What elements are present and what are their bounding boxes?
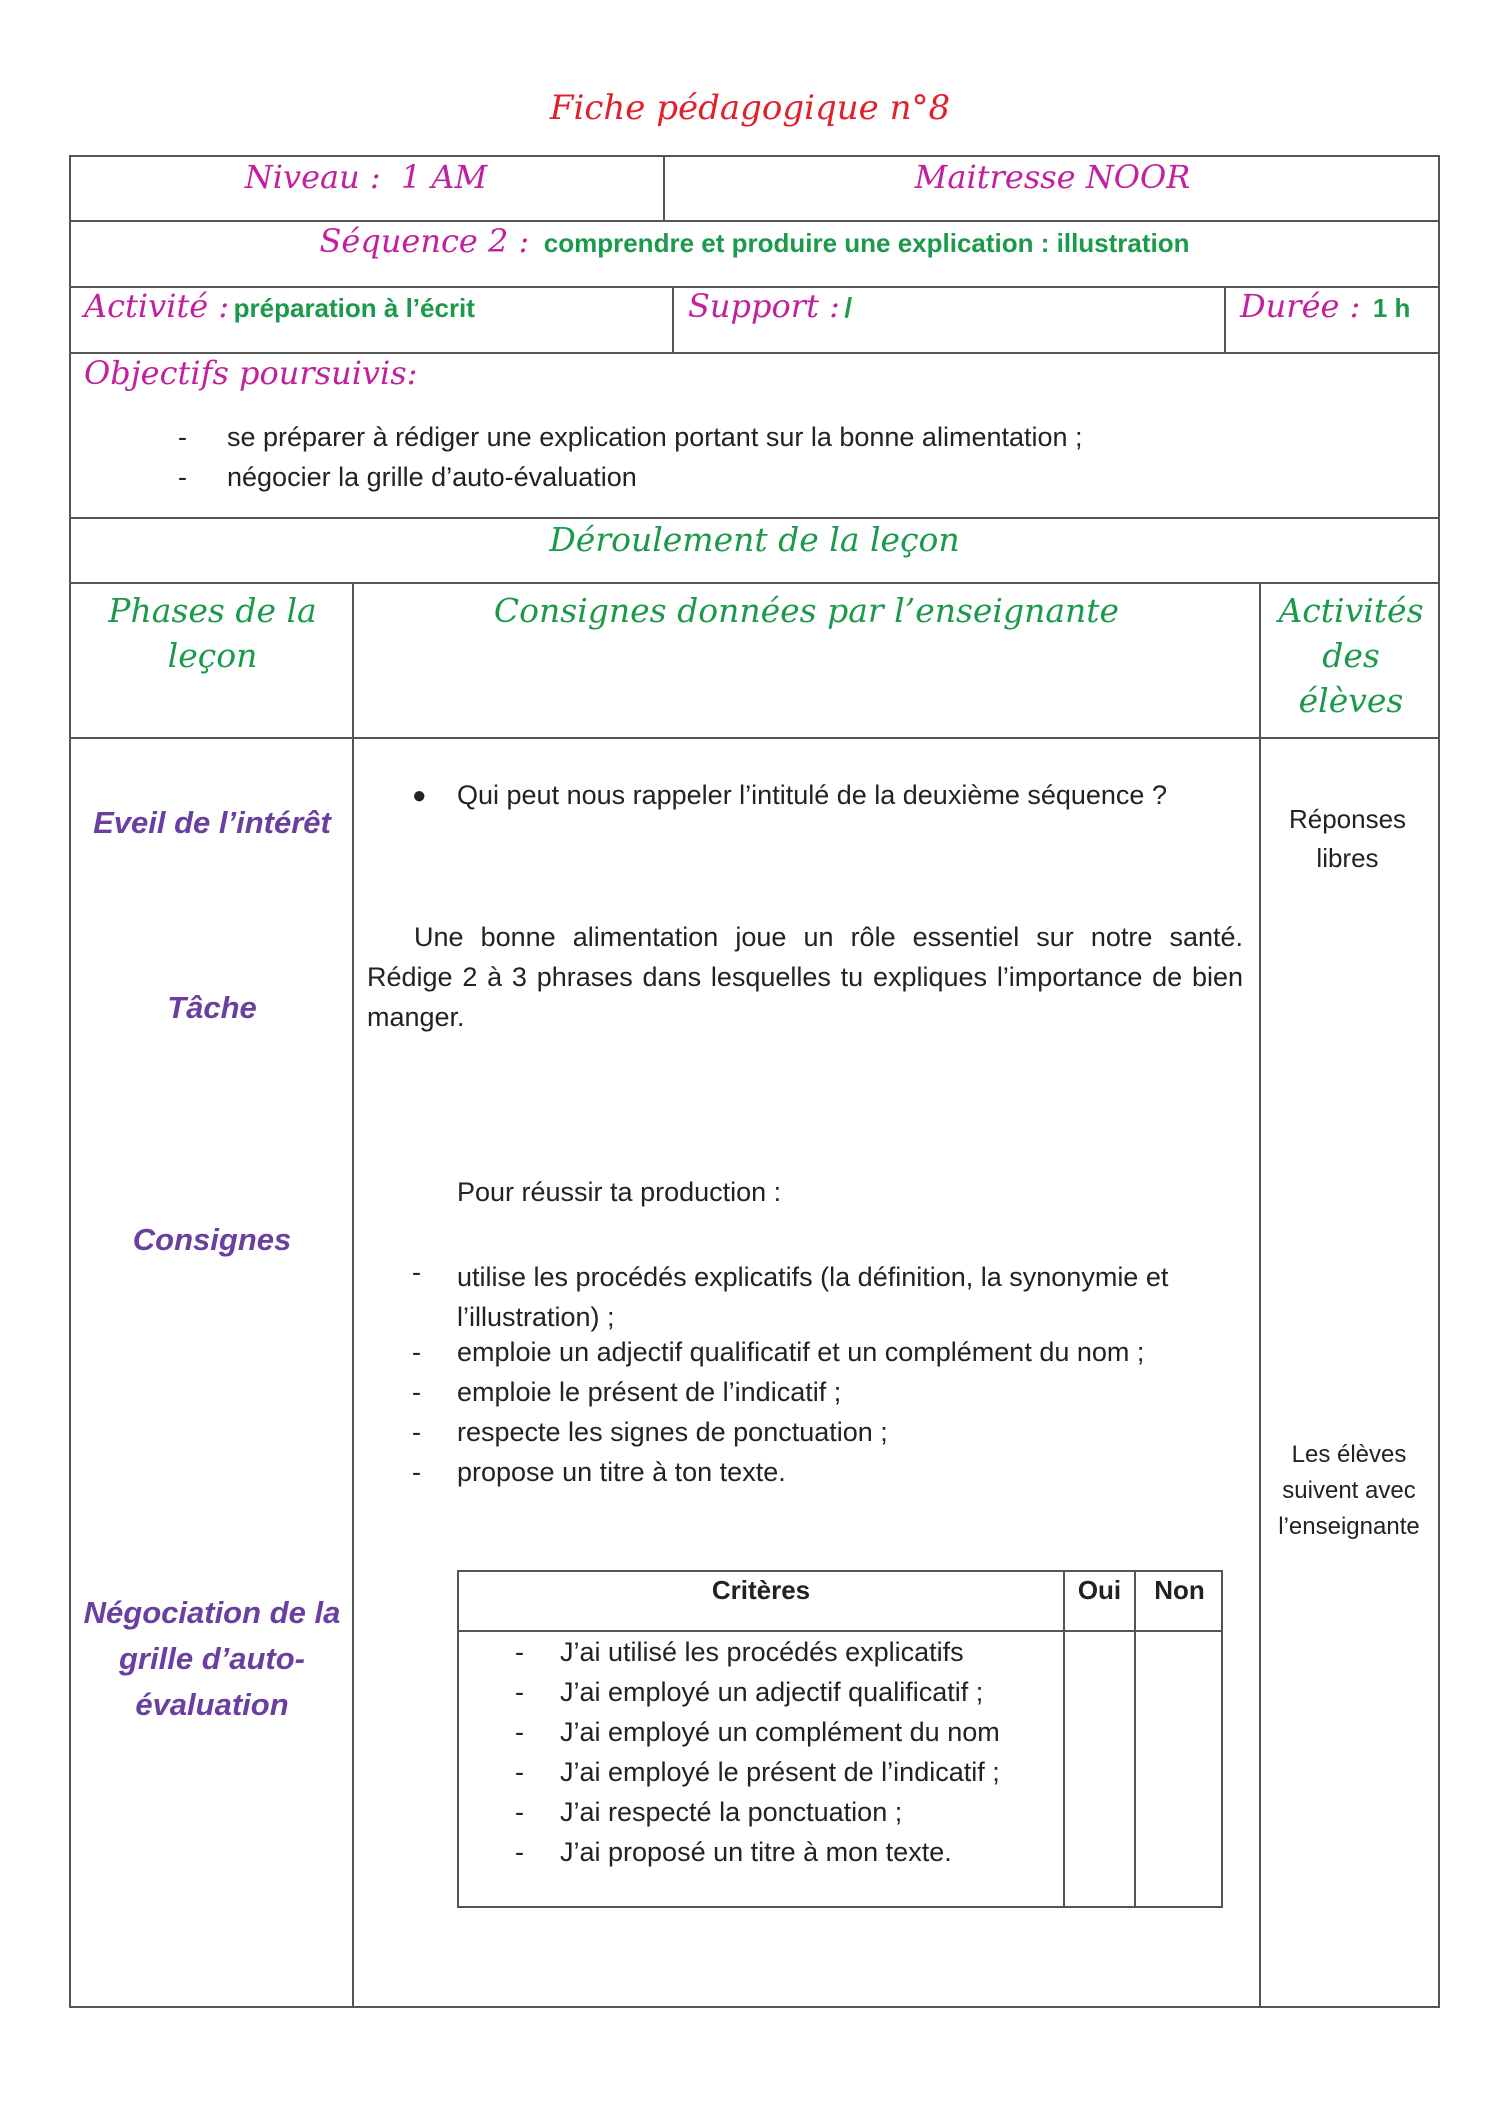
column-header-phases: Phases de la leçon xyxy=(108,591,317,675)
criterion-item: J’ai employé un adjectif qualificatif ; xyxy=(560,1677,984,1707)
table-border xyxy=(352,582,354,2008)
consigne-dash: - xyxy=(412,1417,421,1447)
criterion-dash: - xyxy=(515,1757,524,1787)
consigne-item: utilise les procédés explicatifs (la définition, la synonymie et l’illustration) ; xyxy=(457,1262,1169,1332)
page-title: Fiche pédagogique n°8 xyxy=(549,88,951,128)
duree-cell xyxy=(1240,287,1410,325)
objectif-item: négocier la grille d’auto-évaluation xyxy=(227,462,637,492)
table-border xyxy=(69,517,1440,519)
student-suivent: Les élèves suivent avec l’enseignante xyxy=(1278,1441,1420,1540)
consigne-item: propose un titre à ton texte. xyxy=(457,1457,786,1487)
grid-border xyxy=(1134,1570,1136,1908)
objectif-item: - xyxy=(178,422,187,452)
duree-value: 1 h xyxy=(1372,293,1411,323)
phase-tache: Tâche xyxy=(167,990,257,1025)
criterion-item: J’ai utilisé les procédés explicatifs xyxy=(560,1637,964,1667)
activite-value: préparation à l’écrit xyxy=(233,293,475,323)
activite-cell xyxy=(84,287,475,325)
criterion-dash: - xyxy=(515,1677,524,1707)
grid-border xyxy=(1063,1570,1065,1908)
support-cell xyxy=(688,287,852,325)
criterion-item: J’ai employé un complément du nom xyxy=(560,1717,1000,1747)
table-border xyxy=(69,2006,1440,2008)
consigne-dash: - xyxy=(412,1257,421,1287)
table-border xyxy=(69,582,1440,584)
niveau-value: 1 AM xyxy=(400,158,488,196)
column-header-activites: Activités des élèves xyxy=(1278,591,1424,720)
table-border xyxy=(1224,286,1226,353)
grid-border xyxy=(457,1630,1223,1632)
grid-header-criteres: Critères xyxy=(711,1575,811,1605)
sequence-label: Séquence 2 : xyxy=(319,222,530,260)
column-header-consignes: Consignes données par l’enseignante xyxy=(493,591,1120,630)
table-border xyxy=(69,155,1440,157)
phase-eveil: Eveil de l’intérêt xyxy=(93,805,331,840)
objectifs-heading: Objectifs poursuivis: xyxy=(84,354,418,392)
table-border xyxy=(69,155,71,2008)
table-border xyxy=(69,737,1440,739)
consigne-dash: - xyxy=(412,1457,421,1487)
table-border xyxy=(1259,582,1261,2008)
consigne-item: respecte les signes de ponctuation ; xyxy=(457,1417,888,1447)
niveau-label: Niveau : xyxy=(244,158,381,196)
criterion-dash: - xyxy=(515,1717,524,1747)
consigne-dash: - xyxy=(412,1377,421,1407)
criterion-dash: - xyxy=(515,1797,524,1827)
criterion-item: J’ai proposé un titre à mon texte. xyxy=(560,1837,952,1867)
table-border xyxy=(1438,155,1440,2008)
grid-header-non: Non xyxy=(1154,1575,1205,1605)
objectif-item: - xyxy=(178,462,187,492)
objectif-item: se préparer à rédiger une explication portant sur la bonne alimentation ; xyxy=(227,422,1083,452)
teacher-name: Maitresse NOOR xyxy=(914,158,1191,196)
consignes-intro: Pour réussir ta production : xyxy=(457,1177,782,1207)
criterion-dash: - xyxy=(515,1637,524,1667)
niveau-cell xyxy=(69,158,663,196)
phase-consignes: Consignes xyxy=(132,1222,292,1257)
support-value: / xyxy=(844,292,853,323)
phase-negociation: Négociation de la grille d’auto-évaluation xyxy=(83,1595,341,1722)
duree-label: Durée : xyxy=(1240,287,1361,325)
criterion-item: J’ai respecté la ponctuation ; xyxy=(560,1797,903,1827)
activite-label: Activité : xyxy=(84,287,230,325)
sequence-cell xyxy=(69,222,1440,260)
criterion-dash: - xyxy=(515,1837,524,1867)
deroulement-heading: Déroulement de la leçon xyxy=(549,520,960,559)
task-text: Une bonne alimentation joue un rôle essentiel sur notre santé. Rédige 2 à 3 phrases dans lesquelles tu expliques l’importance de bien manger. xyxy=(367,922,1243,1032)
consigne-dash: - xyxy=(412,1337,421,1367)
consigne-item: emploie le présent de l’indicatif ; xyxy=(457,1377,842,1407)
grid-header-oui: Oui xyxy=(1077,1575,1122,1605)
bullet-dot: ● xyxy=(412,782,427,809)
question-text: Qui peut nous rappeler l’intitulé de la deuxième séquence ? xyxy=(457,780,1167,810)
consigne-item: emploie un adjectif qualificatif et un complément du nom ; xyxy=(457,1337,1145,1367)
student-reponses: Réponses libres xyxy=(1288,804,1407,873)
criterion-item: J’ai employé le présent de l’indicatif ; xyxy=(560,1757,1000,1787)
sequence-value: comprendre et produire une explication : illustration xyxy=(543,228,1190,258)
support-label: Support : xyxy=(688,287,840,325)
table-border xyxy=(672,286,674,353)
